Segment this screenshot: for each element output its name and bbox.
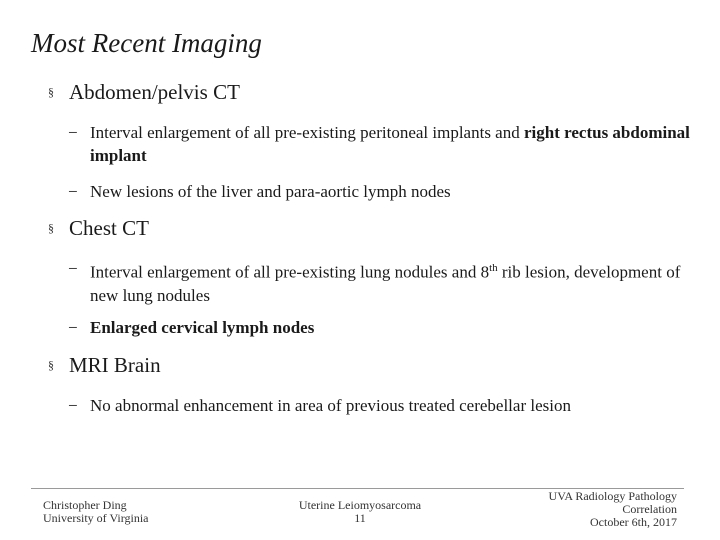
list-item (68, 394, 708, 417)
footer-event-line1: UVA Radiology Pathology (548, 489, 677, 503)
list-item (68, 316, 708, 339)
dash-icon: − (68, 259, 78, 278)
list-item (68, 257, 708, 307)
footer-author (43, 499, 149, 525)
list-item (68, 180, 708, 203)
section-heading-label: Abdomen/pelvis CT (69, 80, 240, 104)
dash-icon: − (68, 123, 78, 142)
list-item-text: Interval enlargement of all pre-existing peritoneal implants and (90, 123, 524, 142)
footer-topic-title: Uterine Leiomyosarcoma (298, 498, 422, 512)
dash-icon: − (68, 182, 78, 201)
footer-author-name: Christopher Ding (43, 498, 127, 512)
list-item-text: New lesions of the liver and para-aortic lymph nodes (90, 182, 451, 201)
section-heading-label: MRI Brain (69, 353, 161, 377)
bullet-icon: § (48, 221, 54, 235)
slide-title: Most Recent Imaging (31, 28, 262, 58)
bullet-icon: § (48, 358, 54, 372)
list-item-emphasis: Enlarged cervical lymph nodes (90, 318, 315, 337)
section-heading-chest (48, 216, 149, 241)
dash-icon: − (68, 318, 78, 337)
list-item (68, 121, 708, 167)
list-item-text: No abnormal enhancement in area of previous treated cerebellar lesion (90, 396, 571, 415)
bullet-icon: § (48, 85, 54, 99)
footer-topic (280, 499, 440, 525)
ordinal-suffix: th (489, 262, 498, 274)
slide-number: 11 (354, 511, 366, 525)
section-heading-label: Chest CT (69, 216, 149, 240)
list-item-text: Interval enlargement of all pre-existing lung nodules and 8 (90, 262, 490, 282)
footer-author-affiliation: University of Virginia (43, 511, 149, 525)
list-item-emphasis: right rectus abdominal implant (90, 123, 690, 165)
footer-date: October 6th, 2017 (590, 515, 677, 529)
section-heading-abdomen (48, 80, 240, 105)
dash-icon: − (68, 396, 78, 415)
footer-event (549, 490, 677, 529)
section-heading-mri (48, 353, 161, 378)
list-item-text-cont: rib lesion, development of new lung nodules (90, 262, 681, 305)
footer-event-line2: Correlation (622, 502, 677, 516)
